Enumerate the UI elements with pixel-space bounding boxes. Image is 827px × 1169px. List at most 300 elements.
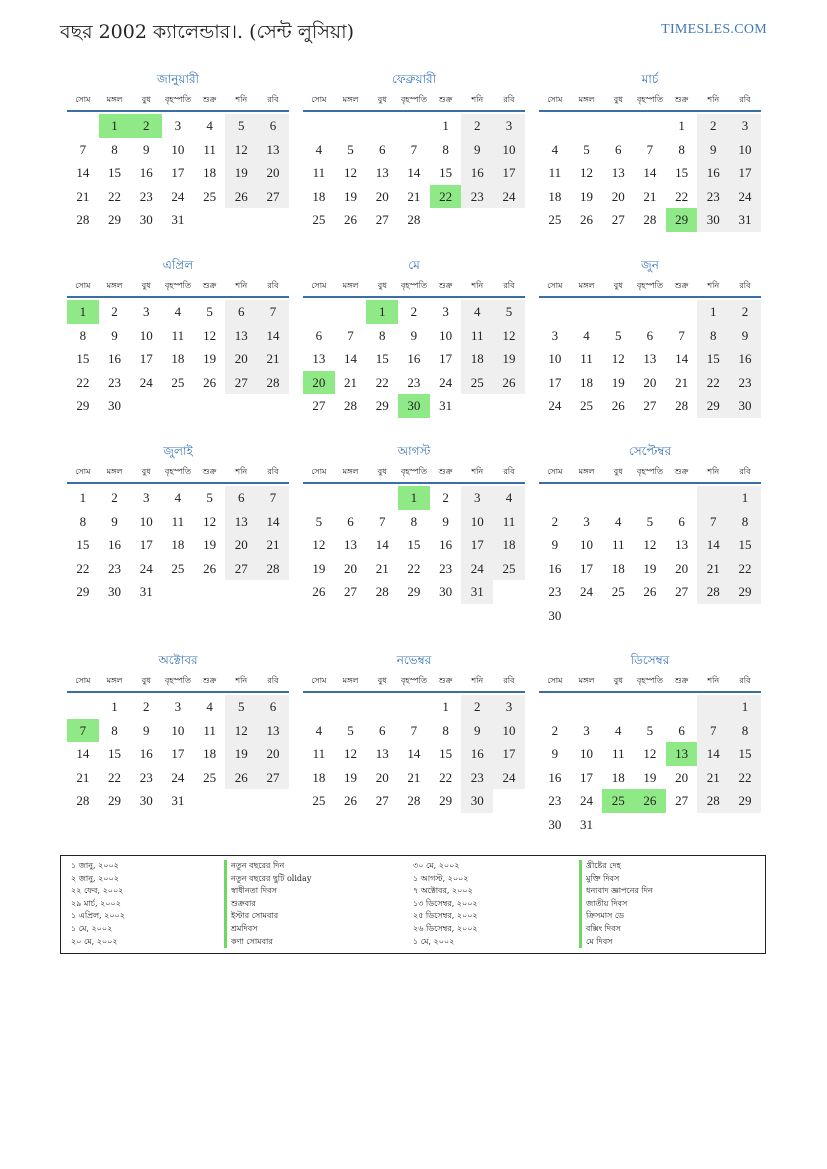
day-cell[interactable]: 3	[583, 722, 590, 738]
day-cell[interactable]: 12	[611, 351, 625, 366]
day-cell[interactable]: 17	[580, 769, 594, 785]
day-cell[interactable]: 14	[76, 746, 90, 761]
day-cell[interactable]: 5	[347, 141, 354, 157]
day-cell[interactable]: 23	[139, 188, 153, 204]
day-cell[interactable]: 17	[493, 742, 525, 766]
day-cell[interactable]: 2	[461, 695, 493, 719]
day-cell[interactable]: 13	[257, 138, 289, 162]
day-cell[interactable]: 8	[111, 722, 118, 738]
day-cell[interactable]: 20	[643, 374, 657, 390]
day-cell[interactable]: 25	[611, 584, 625, 599]
day-cell[interactable]: 28	[697, 789, 729, 813]
day-cell[interactable]: 23	[548, 793, 562, 808]
day-cell[interactable]: 5	[614, 327, 622, 343]
day-cell[interactable]: 21	[257, 347, 289, 371]
day-cell[interactable]: 24	[171, 188, 185, 204]
day-cell[interactable]: 16	[548, 560, 562, 576]
day-cell[interactable]: 19	[344, 188, 358, 204]
day-cell[interactable]: 26	[312, 584, 326, 599]
day-cell[interactable]: 2	[111, 490, 118, 505]
day-cell[interactable]: 5	[225, 695, 257, 719]
day-cell[interactable]: 7	[697, 719, 729, 743]
day-cell[interactable]: 24	[548, 398, 562, 413]
day-cell[interactable]: 8	[442, 722, 449, 738]
day-cell[interactable]: 27	[312, 398, 326, 413]
day-cell[interactable]: 8	[729, 719, 761, 743]
day-cell[interactable]: 29	[697, 394, 729, 418]
day-cell[interactable]: 25	[312, 212, 326, 227]
day-cell[interactable]: 10	[171, 141, 185, 157]
day-cell[interactable]: 26	[225, 185, 257, 209]
day-cell[interactable]: 26	[643, 584, 657, 599]
day-cell[interactable]: 12	[580, 165, 594, 180]
day-cell[interactable]: 15	[729, 533, 761, 557]
day-cell[interactable]: 20	[375, 188, 389, 204]
day-cell[interactable]: 24	[171, 769, 185, 785]
day-cell[interactable]: 16	[108, 351, 122, 366]
day-cell[interactable]: 31	[461, 580, 493, 604]
day-cell[interactable]: 6	[257, 695, 289, 719]
day-cell[interactable]: 12	[203, 327, 217, 343]
day-cell[interactable]: 10	[171, 722, 185, 738]
day-cell[interactable]: 23	[729, 371, 761, 395]
day-cell[interactable]: 27	[675, 793, 689, 808]
day-cell[interactable]: 11	[580, 351, 593, 366]
day-cell[interactable]: 23	[697, 185, 729, 209]
day-cell[interactable]: 12	[225, 719, 257, 743]
day-cell[interactable]: 23	[108, 374, 122, 390]
day-cell[interactable]: 10	[493, 138, 525, 162]
day-cell[interactable]: 25	[580, 398, 594, 413]
day-cell[interactable]: 8	[378, 327, 386, 343]
day-cell[interactable]: 9	[111, 327, 118, 343]
day-cell[interactable]: 7	[257, 300, 289, 324]
day-cell[interactable]: 28	[375, 584, 389, 599]
day-cell[interactable]: 26	[611, 398, 625, 413]
day-cell[interactable]: 22	[108, 188, 122, 204]
day-cell[interactable]: 11	[203, 141, 216, 157]
day-cell[interactable]: 2	[442, 490, 449, 505]
day-cell[interactable]: 23	[407, 374, 421, 390]
day-cell[interactable]: 19	[225, 742, 257, 766]
day-cell[interactable]: 15	[108, 746, 122, 761]
day-cell[interactable]: 27	[375, 793, 389, 808]
day-cell[interactable]: 28	[407, 793, 421, 808]
day-cell[interactable]: 8	[410, 513, 418, 529]
day-cell[interactable]: 4	[315, 141, 323, 157]
day-cell[interactable]: 2	[697, 114, 729, 138]
day-cell[interactable]: 5	[225, 114, 257, 138]
holiday-day-cell[interactable]: 30	[398, 394, 430, 418]
holiday-day-cell[interactable]: 1	[67, 300, 99, 324]
day-cell[interactable]: 23	[139, 769, 153, 785]
day-cell[interactable]: 29	[108, 212, 122, 227]
day-cell[interactable]: 13	[225, 324, 257, 348]
day-cell[interactable]: 17	[493, 161, 525, 185]
day-cell[interactable]: 3	[551, 327, 559, 343]
day-cell[interactable]: 27	[675, 584, 689, 599]
day-cell[interactable]: 11	[493, 510, 525, 534]
day-cell[interactable]: 26	[493, 371, 525, 395]
day-cell[interactable]: 6	[678, 513, 685, 529]
day-cell[interactable]: 9	[142, 141, 150, 157]
day-cell[interactable]: 15	[729, 742, 761, 766]
day-cell[interactable]: 9	[461, 719, 493, 743]
day-cell[interactable]: 21	[76, 188, 90, 204]
day-cell[interactable]: 25	[203, 769, 217, 785]
day-cell[interactable]: 24	[493, 185, 525, 209]
day-cell[interactable]: 8	[79, 327, 87, 343]
day-cell[interactable]: 31	[139, 584, 153, 599]
day-cell[interactable]: 17	[139, 351, 153, 366]
day-cell[interactable]: 3	[493, 695, 525, 719]
day-cell[interactable]: 9	[410, 327, 418, 343]
day-cell[interactable]: 13	[611, 165, 625, 180]
day-cell[interactable]: 14	[76, 165, 90, 180]
day-cell[interactable]: 25	[312, 793, 326, 808]
day-cell[interactable]: 29	[375, 398, 389, 413]
day-cell[interactable]: 31	[439, 398, 453, 413]
day-cell[interactable]: 23	[461, 766, 493, 790]
day-cell[interactable]: 11	[611, 537, 625, 552]
day-cell[interactable]: 30	[139, 793, 153, 808]
day-cell[interactable]: 5	[583, 141, 590, 157]
day-cell[interactable]: 1	[678, 118, 685, 133]
day-cell[interactable]: 13	[344, 537, 358, 552]
day-cell[interactable]: 17	[139, 537, 153, 552]
day-cell[interactable]: 13	[375, 746, 389, 761]
day-cell[interactable]: 9	[442, 513, 449, 529]
day-cell[interactable]: 22	[76, 560, 90, 576]
day-cell[interactable]: 22	[697, 371, 729, 395]
day-cell[interactable]: 8	[79, 513, 87, 529]
day-cell[interactable]: 10	[139, 327, 153, 343]
day-cell[interactable]: 15	[439, 165, 453, 180]
day-cell[interactable]: 27	[375, 212, 389, 227]
day-cell[interactable]: 31	[171, 212, 185, 227]
day-cell[interactable]: 23	[461, 185, 493, 209]
day-cell[interactable]: 13	[643, 351, 657, 366]
day-cell[interactable]: 31	[171, 793, 185, 808]
day-cell[interactable]: 4	[493, 486, 525, 510]
day-cell[interactable]: 18	[611, 560, 625, 576]
day-cell[interactable]: 18	[203, 165, 217, 180]
day-cell[interactable]: 5	[315, 513, 323, 529]
day-cell[interactable]: 30	[108, 584, 122, 599]
day-cell[interactable]: 7	[678, 327, 685, 343]
day-cell[interactable]: 17	[171, 746, 185, 761]
day-cell[interactable]: 1	[729, 695, 761, 719]
day-cell[interactable]: 27	[344, 584, 358, 599]
day-cell[interactable]: 4	[206, 118, 213, 133]
day-cell[interactable]: 24	[139, 374, 153, 390]
day-cell[interactable]: 10	[461, 510, 493, 534]
day-cell[interactable]: 26	[344, 793, 358, 808]
day-cell[interactable]: 8	[678, 141, 685, 157]
day-cell[interactable]: 11	[203, 722, 216, 738]
day-cell[interactable]: 6	[315, 327, 323, 343]
day-cell[interactable]: 16	[729, 347, 761, 371]
day-cell[interactable]: 23	[439, 560, 453, 576]
day-cell[interactable]: 3	[729, 114, 761, 138]
day-cell[interactable]: 24	[729, 185, 761, 209]
day-cell[interactable]: 14	[257, 510, 289, 534]
day-cell[interactable]: 16	[697, 161, 729, 185]
day-cell[interactable]: 10	[548, 351, 562, 366]
day-cell[interactable]: 31	[729, 208, 761, 232]
day-cell[interactable]: 5	[646, 513, 654, 529]
day-cell[interactable]: 9	[551, 746, 559, 761]
day-cell[interactable]: 3	[442, 304, 449, 319]
day-cell[interactable]: 9	[551, 537, 559, 552]
day-cell[interactable]: 29	[407, 584, 421, 599]
day-cell[interactable]: 21	[697, 557, 729, 581]
day-cell[interactable]: 31	[580, 816, 594, 832]
day-cell[interactable]: 22	[108, 769, 122, 785]
day-cell[interactable]: 29	[76, 398, 90, 413]
day-cell[interactable]: 7	[646, 141, 654, 157]
day-cell[interactable]: 15	[439, 746, 453, 761]
day-cell[interactable]: 20	[225, 347, 257, 371]
day-cell[interactable]: 14	[675, 351, 689, 366]
day-cell[interactable]: 5	[206, 304, 213, 319]
day-cell[interactable]: 7	[347, 327, 354, 343]
day-cell[interactable]: 28	[675, 398, 689, 413]
day-cell[interactable]: 16	[407, 351, 421, 366]
day-cell[interactable]: 5	[646, 722, 654, 738]
day-cell[interactable]: 21	[675, 374, 689, 390]
day-cell[interactable]: 14	[407, 165, 421, 180]
day-cell[interactable]: 27	[257, 185, 289, 209]
holiday-day-cell[interactable]: 25	[602, 789, 634, 813]
day-cell[interactable]: 26	[580, 212, 594, 227]
day-cell[interactable]: 14	[697, 533, 729, 557]
day-cell[interactable]: 11	[548, 165, 562, 180]
day-cell[interactable]: 18	[493, 533, 525, 557]
day-cell[interactable]: 30	[139, 212, 153, 227]
brand-link[interactable]: TIMESLES.COM	[661, 22, 767, 37]
day-cell[interactable]: 8	[111, 141, 118, 157]
day-cell[interactable]: 4	[551, 141, 559, 157]
holiday-day-cell[interactable]: 1	[366, 300, 398, 324]
day-cell[interactable]: 2	[111, 304, 118, 319]
day-cell[interactable]: 19	[643, 560, 657, 576]
day-cell[interactable]: 13	[257, 719, 289, 743]
day-cell[interactable]: 4	[614, 513, 622, 529]
day-cell[interactable]: 27	[225, 371, 257, 395]
day-cell[interactable]: 10	[580, 746, 594, 761]
day-cell[interactable]: 27	[611, 212, 625, 227]
day-cell[interactable]: 25	[548, 212, 562, 227]
day-cell[interactable]: 9	[697, 138, 729, 162]
day-cell[interactable]: 13	[312, 351, 326, 366]
day-cell[interactable]: 22	[76, 374, 90, 390]
day-cell[interactable]: 16	[439, 537, 453, 552]
day-cell[interactable]: 10	[729, 138, 761, 162]
day-cell[interactable]: 6	[678, 722, 685, 738]
day-cell[interactable]: 28	[257, 371, 289, 395]
day-cell[interactable]: 2	[551, 722, 559, 738]
day-cell[interactable]: 8	[442, 141, 449, 157]
day-cell[interactable]: 2	[729, 300, 761, 324]
day-cell[interactable]: 4	[174, 490, 182, 505]
day-cell[interactable]: 14	[257, 324, 289, 348]
day-cell[interactable]: 15	[76, 351, 90, 366]
day-cell[interactable]: 15	[697, 347, 729, 371]
day-cell[interactable]: 6	[257, 114, 289, 138]
holiday-day-cell[interactable]: 7	[67, 719, 99, 743]
day-cell[interactable]: 18	[580, 374, 594, 390]
day-cell[interactable]: 15	[76, 537, 90, 552]
day-cell[interactable]: 3	[583, 513, 590, 529]
holiday-day-cell[interactable]: 1	[398, 486, 430, 510]
day-cell[interactable]: 12	[312, 537, 326, 552]
day-cell[interactable]: 28	[643, 212, 657, 227]
day-cell[interactable]: 4	[174, 304, 182, 319]
day-cell[interactable]: 16	[139, 165, 153, 180]
holiday-day-cell[interactable]: 29	[666, 208, 698, 232]
day-cell[interactable]: 26	[225, 766, 257, 790]
day-cell[interactable]: 6	[646, 327, 654, 343]
day-cell[interactable]: 19	[225, 161, 257, 185]
day-cell[interactable]: 6	[378, 141, 386, 157]
day-cell[interactable]: 6	[347, 513, 354, 529]
day-cell[interactable]: 26	[203, 560, 217, 576]
day-cell[interactable]: 14	[407, 746, 421, 761]
day-cell[interactable]: 10	[493, 719, 525, 743]
day-cell[interactable]: 21	[375, 560, 389, 576]
day-cell[interactable]: 20	[257, 742, 289, 766]
day-cell[interactable]: 9	[111, 513, 118, 529]
day-cell[interactable]: 21	[344, 374, 358, 390]
day-cell[interactable]: 18	[611, 769, 625, 785]
holiday-day-cell[interactable]: 22	[430, 185, 462, 209]
day-cell[interactable]: 12	[225, 138, 257, 162]
day-cell[interactable]: 27	[643, 398, 657, 413]
day-cell[interactable]: 22	[729, 766, 761, 790]
day-cell[interactable]: 15	[675, 165, 689, 180]
day-cell[interactable]: 3	[174, 118, 182, 133]
day-cell[interactable]: 18	[312, 769, 326, 785]
day-cell[interactable]: 7	[697, 510, 729, 534]
day-cell[interactable]: 26	[203, 374, 217, 390]
day-cell[interactable]: 9	[461, 138, 493, 162]
day-cell[interactable]: 16	[108, 537, 122, 552]
day-cell[interactable]: 20	[344, 560, 358, 576]
day-cell[interactable]: 24	[580, 793, 594, 808]
day-cell[interactable]: 19	[611, 374, 625, 390]
day-cell[interactable]: 30	[729, 394, 761, 418]
day-cell[interactable]: 21	[697, 766, 729, 790]
day-cell[interactable]: 6	[378, 722, 386, 738]
day-cell[interactable]: 20	[375, 769, 389, 785]
day-cell[interactable]: 18	[461, 347, 493, 371]
day-cell[interactable]: 30	[548, 607, 562, 623]
day-cell[interactable]: 17	[548, 374, 562, 390]
day-cell[interactable]: 6	[614, 141, 622, 157]
day-cell[interactable]: 11	[312, 746, 326, 761]
day-cell[interactable]: 5	[206, 490, 213, 505]
day-cell[interactable]: 29	[439, 793, 453, 808]
day-cell[interactable]: 18	[171, 351, 185, 366]
day-cell[interactable]: 13	[675, 537, 689, 552]
day-cell[interactable]: 20	[675, 769, 689, 785]
day-cell[interactable]: 16	[139, 746, 153, 761]
day-cell[interactable]: 19	[643, 769, 657, 785]
day-cell[interactable]: 30	[697, 208, 729, 232]
day-cell[interactable]: 20	[257, 161, 289, 185]
holiday-day-cell[interactable]: 1	[99, 114, 131, 138]
day-cell[interactable]: 3	[142, 304, 150, 319]
day-cell[interactable]: 27	[257, 766, 289, 790]
day-cell[interactable]: 10	[580, 537, 594, 552]
day-cell[interactable]: 17	[580, 560, 594, 576]
day-cell[interactable]: 7	[257, 486, 289, 510]
day-cell[interactable]: 22	[729, 557, 761, 581]
day-cell[interactable]: 6	[225, 300, 257, 324]
day-cell[interactable]: 11	[312, 165, 326, 180]
day-cell[interactable]: 7	[410, 141, 418, 157]
day-cell[interactable]: 28	[407, 212, 421, 227]
day-cell[interactable]: 4	[583, 327, 590, 343]
day-cell[interactable]: 25	[171, 560, 185, 576]
day-cell[interactable]: 1	[729, 486, 761, 510]
day-cell[interactable]: 12	[344, 746, 358, 761]
day-cell[interactable]: 10	[139, 513, 153, 529]
day-cell[interactable]: 20	[225, 533, 257, 557]
day-cell[interactable]: 15	[407, 537, 421, 552]
day-cell[interactable]: 24	[580, 584, 594, 599]
day-cell[interactable]: 14	[344, 351, 358, 366]
day-cell[interactable]: 18	[171, 537, 185, 552]
day-cell[interactable]: 16	[461, 161, 493, 185]
day-cell[interactable]: 19	[580, 188, 594, 204]
day-cell[interactable]: 17	[461, 533, 493, 557]
day-cell[interactable]: 11	[171, 513, 185, 529]
day-cell[interactable]: 12	[493, 324, 525, 348]
day-cell[interactable]: 30	[461, 789, 493, 813]
day-cell[interactable]: 17	[439, 351, 453, 366]
day-cell[interactable]: 19	[203, 537, 217, 552]
day-cell[interactable]: 30	[108, 398, 122, 413]
day-cell[interactable]: 5	[493, 300, 525, 324]
day-cell[interactable]: 28	[76, 212, 90, 227]
day-cell[interactable]: 24	[493, 766, 525, 790]
day-cell[interactable]: 12	[643, 746, 657, 761]
day-cell[interactable]: 4	[461, 300, 493, 324]
day-cell[interactable]: 25	[493, 557, 525, 581]
day-cell[interactable]: 15	[375, 351, 389, 366]
day-cell[interactable]: 18	[548, 188, 562, 204]
day-cell[interactable]: 22	[439, 769, 453, 785]
day-cell[interactable]: 12	[344, 165, 358, 180]
day-cell[interactable]: 19	[312, 560, 326, 576]
day-cell[interactable]: 6	[225, 486, 257, 510]
holiday-day-cell[interactable]: 2	[130, 114, 162, 138]
day-cell[interactable]: 19	[493, 347, 525, 371]
day-cell[interactable]: 2	[142, 699, 150, 714]
day-cell[interactable]: 3	[174, 699, 182, 714]
day-cell[interactable]: 19	[344, 769, 358, 785]
holiday-day-cell[interactable]: 26	[634, 789, 666, 813]
day-cell[interactable]: 24	[439, 374, 453, 390]
day-cell[interactable]: 24	[461, 557, 493, 581]
day-cell[interactable]: 18	[312, 188, 326, 204]
day-cell[interactable]: 18	[203, 746, 217, 761]
day-cell[interactable]: 17	[171, 165, 185, 180]
day-cell[interactable]: 2	[461, 114, 493, 138]
day-cell[interactable]: 14	[643, 165, 657, 180]
